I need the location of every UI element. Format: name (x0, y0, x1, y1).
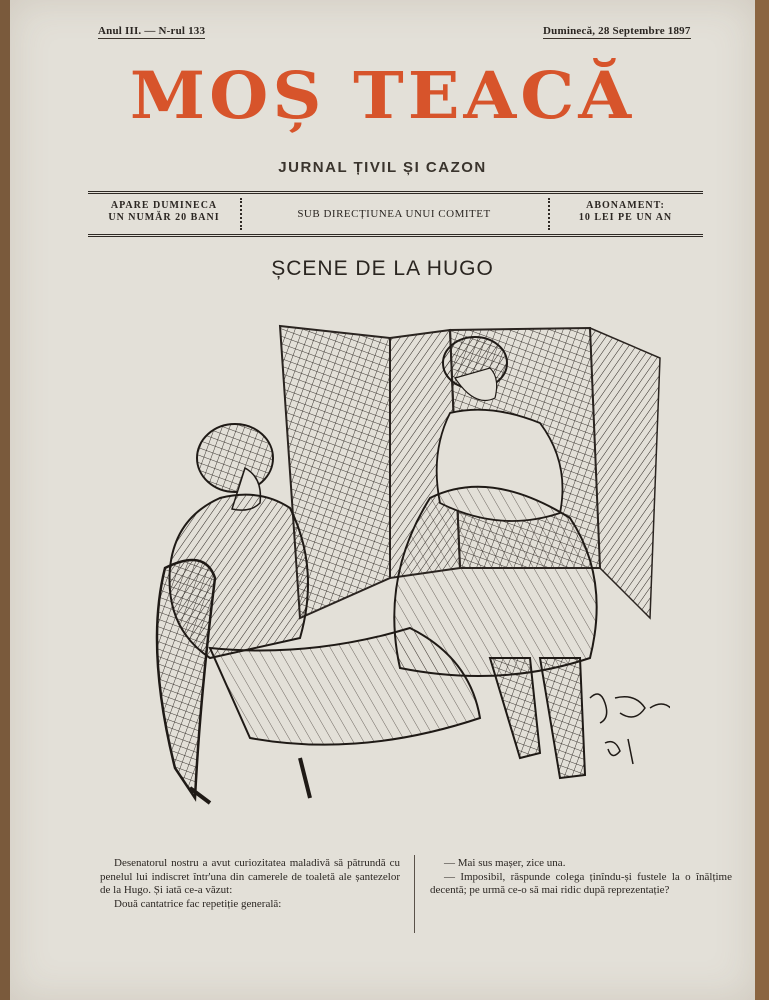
ink-illustration (150, 318, 670, 818)
artist-signature (590, 694, 670, 764)
article-text-left (100, 857, 400, 911)
publication-price: UN NUMĂR 20 BANI (108, 212, 220, 223)
dialogue-line-2: — Imposibil, răspunde colega ținîndu-și fustele la o înălțime decentă; pe urmă ce-o să mai ridic după reprezentație? (430, 870, 732, 896)
subscription-info (548, 194, 703, 240)
article-paragraph-1: Desenatorul nostru a avut curiozitatea maladivă să pătrundă cu penelul lui indiscret într'una din camerele de toaletă ale șantezelor de la Hugo. Și iată ce-a văzut: (100, 857, 400, 896)
subscription-label: ABONAMENT: (586, 200, 665, 211)
publication-info (88, 194, 240, 240)
page-left-edge (0, 0, 10, 1000)
issue-number: Anul III. — N-rul 133 (98, 25, 206, 37)
column-divider (414, 855, 415, 933)
direction-info: SUB DIRECȚIUNEA UNUI COMITET (297, 208, 491, 220)
article-title: ȘCENE DE LA HUGO (271, 257, 494, 280)
article-text-right (430, 857, 732, 898)
publication-day: APARE DUMINECA (110, 200, 218, 211)
page-right-edge (755, 0, 769, 1000)
article-paragraph-2: Două cantatrice fac repetiție generală: (114, 897, 282, 910)
subscription-price: 10 LEI PE UN AN (578, 212, 673, 223)
info-bar (88, 191, 703, 237)
dialogue-line-1: — Mai sus mașer, zice una. (444, 857, 566, 869)
masthead-title: MOȘ TEACĂ (129, 58, 636, 134)
newspaper-page (10, 0, 755, 1000)
issue-date: Duminecă, 28 Septembre 1897 (543, 25, 691, 37)
masthead-subtitle: JURNAL ȚIVIL ȘI CAZON (278, 159, 487, 176)
